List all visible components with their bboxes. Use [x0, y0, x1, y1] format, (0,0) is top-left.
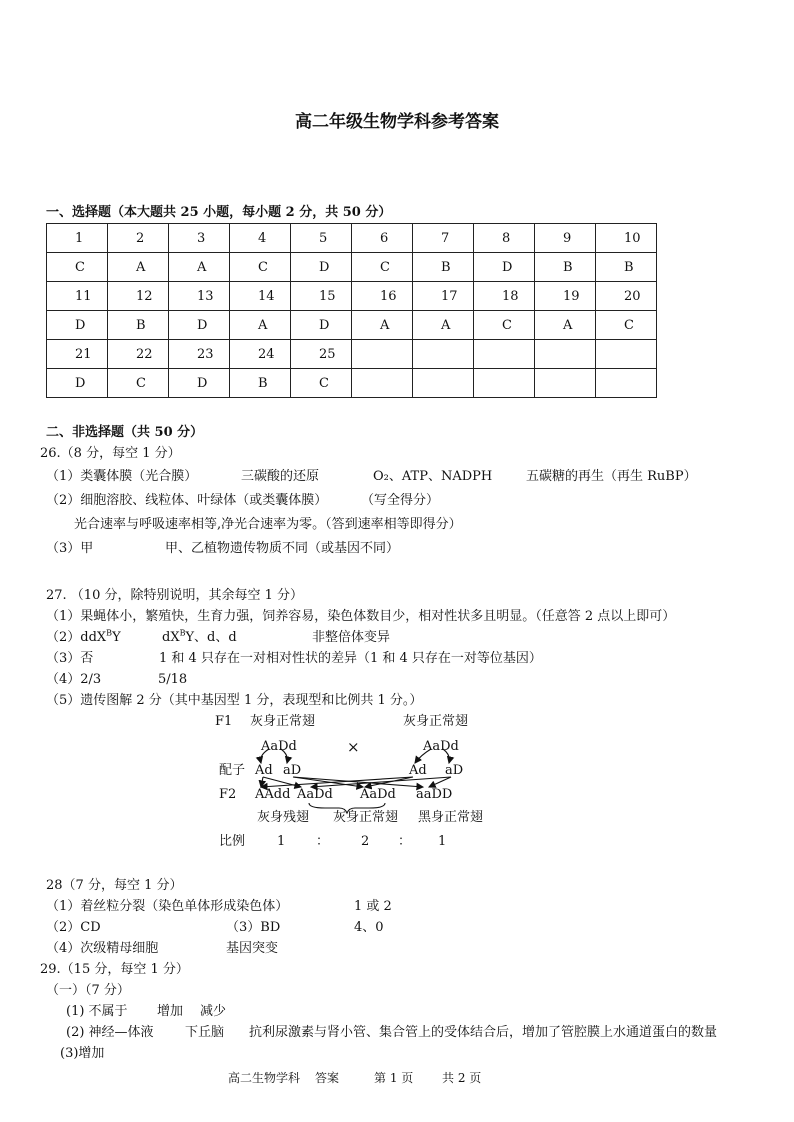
table-row	[47, 282, 657, 311]
table-row	[47, 224, 657, 253]
question-number-cell: 13	[169, 282, 230, 311]
answer-cell	[474, 369, 535, 398]
gamete-label: 配子	[219, 763, 246, 778]
q29-answer: 减少	[200, 1004, 227, 1019]
question-number-cell: 15	[291, 282, 352, 311]
q28-answer: （2）CD	[46, 920, 101, 935]
footer-page-total: 共 2 页	[442, 1071, 482, 1085]
answer-cell: D	[169, 369, 230, 398]
ratio-separator: ：	[398, 834, 412, 849]
answer-cell: C	[47, 253, 108, 282]
q26-heading: 26.（8 分，每空 1 分）	[40, 446, 181, 461]
question-number-cell: 24	[230, 340, 291, 369]
question-number-cell: 25	[291, 340, 352, 369]
answer-cell: D	[291, 253, 352, 282]
q29-answer: (1) 不属于	[66, 1004, 128, 1019]
q29-subheading: （一）（7 分）	[46, 983, 130, 998]
q28-answer: 基因突变	[226, 941, 279, 956]
offspring-genotype: AAdd	[255, 787, 291, 802]
answer-cell	[535, 369, 596, 398]
q27-answer: （2）ddX$^B$Y	[46, 628, 121, 645]
question-number-cell: 12	[108, 282, 169, 311]
answer-cell: B	[596, 253, 657, 282]
answer-cell: A	[169, 253, 230, 282]
gamete: aD	[445, 763, 464, 778]
question-number-cell: 4	[230, 224, 291, 253]
question-number-cell: 11	[47, 282, 108, 311]
q26-answer: （1）类囊体膜（光合膜）	[46, 469, 198, 484]
q29-answer: 下丘脑	[185, 1025, 225, 1040]
q29-heading: 29.（15 分，每空 1 分）	[40, 962, 189, 977]
section-1-heading: 一、选择题（本大题共 25 小题，每小题 2 分，共 50 分）	[46, 205, 392, 220]
q29-answer: 增加	[157, 1004, 184, 1019]
footer-page-number: 第 1 页	[374, 1071, 414, 1085]
q27-answer: （4）2/3	[46, 672, 102, 687]
question-number-cell: 21	[47, 340, 108, 369]
offspring-genotype: aaDD	[416, 787, 453, 802]
answer-cell: D	[47, 311, 108, 340]
f1-phenotype: 灰身正常翅	[250, 714, 316, 729]
question-number-cell: 2	[108, 224, 169, 253]
question-number-cell: 5	[291, 224, 352, 253]
answer-cell: B	[535, 253, 596, 282]
offspring-genotype: AaDd	[360, 787, 396, 802]
f1-phenotype: 灰身正常翅	[403, 714, 469, 729]
question-number-cell: 1	[47, 224, 108, 253]
q27-answer: 非整倍体变异	[312, 630, 391, 645]
parent-genotype: AaDd	[423, 739, 459, 754]
answer-cell: C	[352, 253, 413, 282]
q27-answer: $dX^BY$、d、d	[162, 628, 237, 645]
question-number-cell	[352, 340, 413, 369]
offspring-phenotype: 黑身正常翅	[418, 810, 484, 825]
ratio-value: 1	[277, 834, 286, 849]
q26-answer: 五碳糖的再生（再生 RuBP）	[526, 469, 697, 484]
table-row	[47, 253, 657, 282]
answer-cell: D	[291, 311, 352, 340]
offspring-phenotype: 灰身正常翅	[333, 810, 399, 825]
q27-answer: 5/18	[158, 672, 188, 687]
answer-cell: C	[108, 369, 169, 398]
question-number-cell: 8	[474, 224, 535, 253]
offspring-phenotype: 灰身残翅	[257, 810, 310, 825]
question-number-cell: 14	[230, 282, 291, 311]
f1-label: F1	[215, 714, 233, 729]
answer-cell: D	[47, 369, 108, 398]
question-number-cell: 18	[474, 282, 535, 311]
q26-answer: O₂、ATP、NADPH	[373, 469, 493, 484]
section-2-heading: 二、非选择题（共 50 分）	[46, 425, 204, 440]
ratio-value: 1	[438, 834, 447, 849]
q26-answer: 甲、乙植物遗传物质不同（或基因不同）	[165, 541, 400, 556]
table-row	[47, 369, 657, 398]
answer-cell: B	[108, 311, 169, 340]
answer-cell: D	[169, 311, 230, 340]
answer-cell: A	[535, 311, 596, 340]
question-number-cell: 10	[596, 224, 657, 253]
answer-cell: A	[108, 253, 169, 282]
table-row	[47, 340, 657, 369]
question-number-cell: 16	[352, 282, 413, 311]
q26-answer: 三碳酸的还原	[241, 469, 320, 484]
answer-cell: B	[230, 369, 291, 398]
answer-cell: A	[230, 311, 291, 340]
question-number-cell: 22	[108, 340, 169, 369]
gamete: Ad	[255, 763, 273, 778]
offspring-genotype: AaDd	[297, 787, 333, 802]
page-title: 高二年级生物学科参考答案	[295, 112, 499, 132]
q29-answer: 抗利尿激素与肾小管、集合管上的受体结合后，增加了管腔膜上水通道蛋白的数量	[249, 1025, 718, 1040]
question-number-cell	[596, 340, 657, 369]
question-number-cell: 3	[169, 224, 230, 253]
question-number-cell: 9	[535, 224, 596, 253]
q27-answer: （3）否	[46, 651, 94, 666]
ratio-separator: ：	[316, 834, 330, 849]
q28-answer: （4）次级精母细胞	[46, 941, 159, 956]
q29-answer: (2) 神经—体液	[66, 1025, 154, 1040]
cross-symbol: ×	[347, 738, 360, 756]
gamete: aD	[283, 763, 302, 778]
q26-answer: （2）细胞溶胶、线粒体、叶绿体（或类囊体膜）	[46, 493, 328, 508]
q28-answer: （1）着丝粒分裂（染色单体形成染色体）	[46, 899, 289, 914]
table-row	[47, 311, 657, 340]
answer-cell: A	[352, 311, 413, 340]
question-number-cell	[535, 340, 596, 369]
q29-answer: (3)增加	[60, 1046, 105, 1061]
answer-cell: C	[230, 253, 291, 282]
answer-cell: C	[596, 311, 657, 340]
answer-cell	[413, 369, 474, 398]
q28-answer: 1 或 2	[354, 899, 392, 914]
question-number-cell: 6	[352, 224, 413, 253]
f2-label: F2	[219, 787, 237, 802]
answer-cell	[596, 369, 657, 398]
answer-cell: C	[474, 311, 535, 340]
q28-heading: 28（7 分，每空 1 分）	[46, 878, 183, 893]
q27-answer: （5）遗传图解 2 分（其中基因型 1 分，表现型和比例共 1 分。）	[46, 693, 423, 708]
answer-cell: D	[474, 253, 535, 282]
footer-subject: 高二生物学科	[228, 1071, 301, 1085]
question-number-cell	[474, 340, 535, 369]
question-number-cell	[413, 340, 474, 369]
footer-doc-type: 答案	[315, 1071, 340, 1085]
q27-answer: 1 和 4 只存在一对相对性状的差异（1 和 4 只存在一对等位基因）	[159, 651, 542, 666]
gamete: Ad	[409, 763, 427, 778]
question-number-cell: 20	[596, 282, 657, 311]
question-number-cell: 7	[413, 224, 474, 253]
q26-answer: （3）甲	[46, 541, 94, 556]
parent-genotype: AaDd	[261, 739, 297, 754]
answer-table	[46, 223, 657, 398]
question-number-cell: 19	[535, 282, 596, 311]
answer-cell	[352, 369, 413, 398]
q26-answer: 光合速率与呼吸速率相等,净光合速率为零。（答到速率相等即得分）	[74, 517, 462, 532]
answer-cell: A	[413, 311, 474, 340]
answer-cell: C	[291, 369, 352, 398]
answer-cell: B	[413, 253, 474, 282]
q27-answer: （1）果蝇体小，繁殖快，生育力强，饲养容易，染色体数目少，相对性状多且明显。（任意答 2 点以上即可）	[46, 609, 676, 624]
q28-answer: 4、0	[354, 920, 384, 935]
cross-arrows	[215, 705, 495, 815]
ratio-value: 2	[361, 834, 370, 849]
q26-note: （写全得分）	[361, 493, 440, 508]
ratio-label: 比例	[219, 834, 246, 849]
q27-heading: 27. （10 分，除特别说明，其余每空 1 分）	[46, 588, 304, 603]
question-number-cell: 23	[169, 340, 230, 369]
q28-answer: （3）BD	[226, 920, 281, 935]
question-number-cell: 17	[413, 282, 474, 311]
